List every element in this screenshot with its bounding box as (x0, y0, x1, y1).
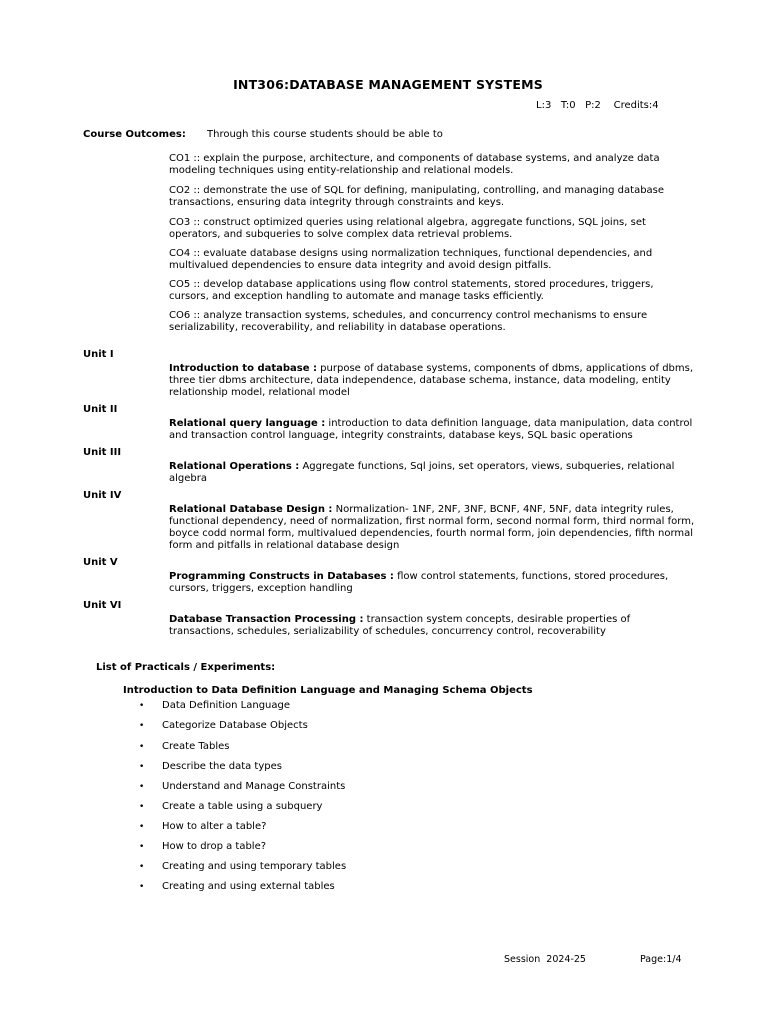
unit-description (169, 461, 697, 485)
unit-description (169, 614, 697, 638)
course-outcome-co6: CO6 :: analyze transaction systems, schedules, and concurrency control mechanisms to ensure serializability, recoverability, and reliability in database operations. (169, 310, 648, 333)
unit-topics: transaction system concepts, desirable properties of transactions, schedules, serializability of schedules, concurrency control, recoverability (169, 614, 631, 637)
unit-heading: Database Transaction Processing : (169, 614, 364, 625)
list-item: Create Tables (162, 741, 230, 752)
list-item: Understand and Manage Constraints (162, 781, 346, 792)
footer-session: Session 2024-25 (504, 954, 586, 965)
bullet-icon: • (139, 721, 145, 731)
list-item: How to alter a table? (162, 821, 267, 832)
course-outcome-co1: CO1 :: explain the purpose, architecture, and components of database systems, and analyze data modeling techniques using entity-relationship and relational models. (169, 153, 660, 176)
list-item: Creating and using external tables (162, 881, 335, 892)
course-outcomes-label: Course Outcomes: (83, 129, 186, 140)
list-item: Create a table using a subquery (162, 801, 323, 812)
unit-topics: flow control statements, functions, stored procedures, cursors, triggers, exception handling (169, 571, 669, 594)
unit-topics: Aggregate functions, Sql joins, set operators, views, subqueries, relational algebra (169, 461, 675, 484)
unit-description (169, 571, 697, 595)
unit-heading: Introduction to database : (169, 363, 317, 374)
list-item: Categorize Database Objects (162, 720, 308, 731)
unit-topics: Normalization- 1NF, 2NF, 3NF, BCNF, 4NF, 5NF, data integrity rules, functional dependency, need of normalization, first normal form, second normal form, third normal form, boyce codd normal form, multivalued dependencies, fourth normal form, join dependencies, fifth normal form and pitfalls in relational database design (169, 504, 695, 551)
unit-topics: introduction to data definition language, data manipulation, data control and transaction control language, integrity constraints, database keys, SQL basic operations (169, 418, 693, 441)
unit-description (169, 504, 697, 552)
unit-heading: Relational Operations : (169, 461, 300, 472)
unit-label: Unit IV (83, 490, 122, 501)
list-item: Describe the data types (162, 761, 282, 772)
bullet-icon: • (139, 842, 145, 852)
unit-label: Unit I (83, 349, 114, 360)
unit-label: Unit VI (83, 600, 122, 611)
practicals-subheading: Introduction to Data Definition Language and Managing Schema Objects (123, 685, 533, 696)
bullet-icon: • (139, 822, 145, 832)
bullet-icon: • (139, 762, 145, 772)
list-item: Data Definition Language (162, 700, 291, 711)
footer-page-number: Page:1/4 (640, 954, 682, 965)
practicals-heading: List of Practicals / Experiments: (96, 662, 276, 673)
unit-topics: purpose of database systems, components of dbms, applications of dbms, three tier dbms architecture, data independence, database schema, instance, data modeling, entity relationship model, relational model (169, 363, 694, 398)
course-outcome-co3: CO3 :: construct optimized queries using relational algebra, aggregate functions, SQL joins, set operators, and subqueries to solve complex data retrieval problems. (169, 217, 646, 240)
bullet-icon: • (139, 701, 145, 711)
unit-label: Unit II (83, 404, 118, 415)
bullet-icon: • (139, 782, 145, 792)
unit-description (169, 418, 697, 442)
course-outcome-co2: CO2 :: demonstrate the use of SQL for defining, manipulating, controlling, and managing database transactions, ensuring data integrity through constraints and keys. (169, 185, 665, 208)
unit-description (169, 363, 697, 399)
unit-heading: Programming Constructs in Databases : (169, 571, 394, 582)
bullet-icon: • (139, 882, 145, 892)
unit-heading: Relational Database Design : (169, 504, 333, 515)
bullet-icon: • (139, 862, 145, 872)
document-title: INT306:DATABASE MANAGEMENT SYSTEMS (233, 77, 543, 92)
unit-heading: Relational query language : (169, 418, 326, 429)
credits-line: L:3 T:0 P:2 Credits:4 (536, 100, 659, 111)
unit-label: Unit V (83, 557, 118, 568)
course-outcome-co4: CO4 :: evaluate database designs using normalization techniques, functional dependencies, and multivalued dependencies to ensure data integrity and avoid design pitfalls. (169, 248, 653, 271)
list-item: Creating and using temporary tables (162, 861, 347, 872)
course-outcome-co5: CO5 :: develop database applications using flow control statements, stored procedures, triggers, cursors, and exception handling to automate and manage tasks efficiently. (169, 279, 654, 302)
unit-label: Unit III (83, 447, 122, 458)
course-outcomes-intro: Through this course students should be able to (207, 129, 443, 140)
bullet-icon: • (139, 742, 145, 752)
list-item: How to drop a table? (162, 841, 267, 852)
bullet-icon: • (139, 802, 145, 812)
